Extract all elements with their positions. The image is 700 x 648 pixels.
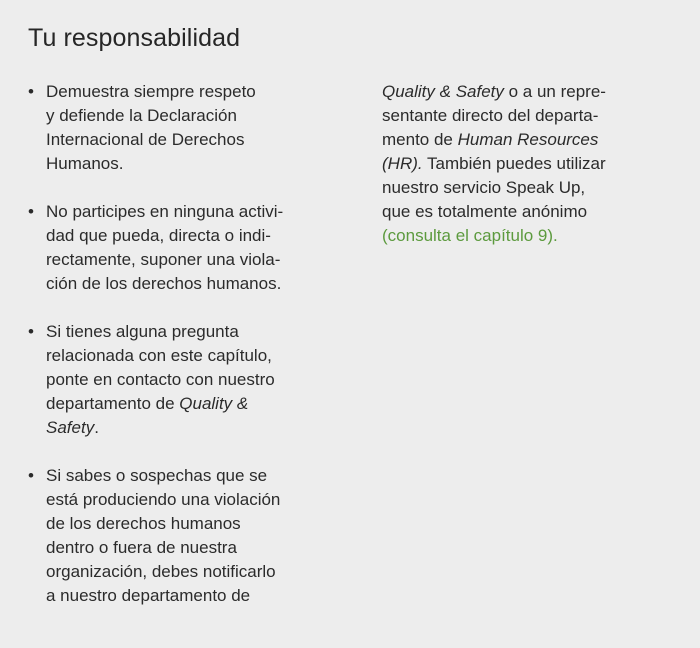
text-line: dad que pueda, directa o indi- [46, 226, 271, 245]
list-item [28, 80, 358, 176]
text-fragment: departamento de [46, 394, 180, 413]
text-line: relacionada con este capítulo, [46, 346, 272, 365]
text-line: y defiende la Declaración [46, 106, 237, 125]
text-line [46, 392, 358, 416]
section-heading: Tu responsabilidad [28, 24, 241, 52]
text-line: organización, debes notificarlo [46, 562, 276, 581]
text-line: sentante directo del departa- [382, 106, 599, 125]
text-fragment: . [94, 418, 99, 437]
bullet-icon: • [28, 82, 34, 101]
text-fragment: o a un repre- [503, 82, 606, 101]
text-line [382, 152, 682, 176]
text-line [382, 128, 682, 152]
text-line: ción de los derechos humanos. [46, 274, 282, 293]
text-line [382, 80, 682, 104]
text-line: Internacional de Derechos [46, 130, 245, 149]
emphasis-text: Quality & Safety [382, 82, 504, 101]
responsibility-list [28, 80, 358, 608]
text-fragment: mento de [382, 130, 458, 149]
right-column [382, 80, 682, 248]
text-line: Si tienes alguna pregunta [46, 322, 239, 341]
list-item [28, 320, 358, 440]
text-line: de los derechos humanos [46, 514, 241, 533]
text-line: Demuestra siempre respeto [46, 82, 256, 101]
emphasis-text: Human Resources [457, 130, 599, 149]
left-column [28, 80, 358, 632]
text-line: dentro o fuera de nuestra [46, 538, 237, 557]
text-line: a nuestro departamento de [46, 586, 251, 605]
text-line: ponte en contacto con nuestro [46, 370, 275, 389]
text-line: Humanos. [46, 154, 124, 173]
text-line: nuestro servicio Speak Up, [382, 178, 586, 197]
text-line: No participes en ninguna activi- [46, 202, 284, 221]
bullet-icon: • [28, 466, 34, 485]
text-line: rectamente, suponer una viola- [46, 250, 281, 269]
emphasis-text: Quality & [179, 394, 249, 413]
text-line: Si sabes o sospechas que se [46, 466, 268, 485]
bullet-icon: • [28, 322, 34, 341]
chapter-reference-link[interactable]: (consulta el capítulo 9). [382, 226, 558, 245]
continuation-paragraph [382, 80, 682, 248]
text-line [46, 416, 358, 440]
emphasis-text: Safety [46, 418, 95, 437]
emphasis-text: (HR). [382, 154, 423, 173]
list-item [28, 200, 358, 296]
text-line: que es totalmente anónimo [382, 202, 588, 221]
bullet-icon: • [28, 202, 34, 221]
text-fragment: También puedes utilizar [422, 154, 606, 173]
list-item [28, 464, 358, 608]
text-line: está produciendo una violación [46, 490, 281, 509]
